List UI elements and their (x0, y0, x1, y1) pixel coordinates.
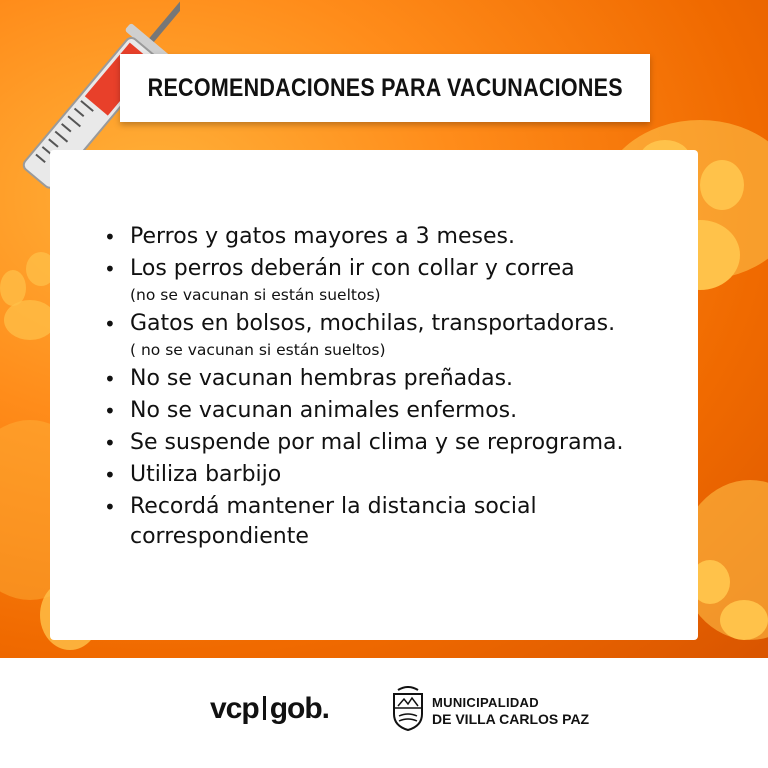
list-item (104, 396, 684, 426)
list-item (104, 492, 684, 552)
list-item (104, 428, 684, 458)
municipality-name (432, 694, 589, 728)
page-title: RECOMENDACIONES PARA VACUNACIONES (147, 73, 623, 102)
list-item-text: Se suspende por mal clima y se reprograma. (130, 430, 624, 455)
list-item-note: (no se vacunan si están sueltos) (130, 286, 381, 304)
muni-line2: DE VILLA CARLOS PAZ (432, 711, 590, 727)
list-item-text: Utiliza barbijo (130, 462, 282, 487)
list-item-text: No se vacunan hembras preñadas. (130, 366, 514, 391)
list-item-text: Recordá mantener la distancia social correspondiente (130, 494, 537, 549)
footer (0, 658, 768, 768)
list-item-text: Gatos en bolsos, mochilas, transportadoras. (130, 311, 616, 336)
logo-separator (263, 696, 266, 720)
municipal-crest-icon (390, 686, 426, 732)
list-item (104, 364, 684, 394)
list-item-text: Perros y gatos mayores a 3 meses. (130, 224, 515, 249)
list-item (104, 460, 684, 490)
list-item-text: Los perros deberán ir con collar y correa (130, 256, 575, 281)
list-item (104, 254, 684, 307)
vcp-gob-logo (210, 692, 329, 726)
title-banner (120, 54, 650, 122)
list-item-note: ( no se vacunan si están sueltos) (130, 341, 386, 359)
logo-left-text: vcp (210, 692, 259, 725)
muni-line1: MUNICIPALIDAD (432, 695, 539, 710)
logo-right-text: gob. (269, 692, 330, 725)
list-item (104, 309, 684, 362)
list-item (104, 222, 684, 252)
recommendations-list (104, 222, 684, 552)
list-item-text: No se vacunan animales enfermos. (130, 398, 518, 423)
